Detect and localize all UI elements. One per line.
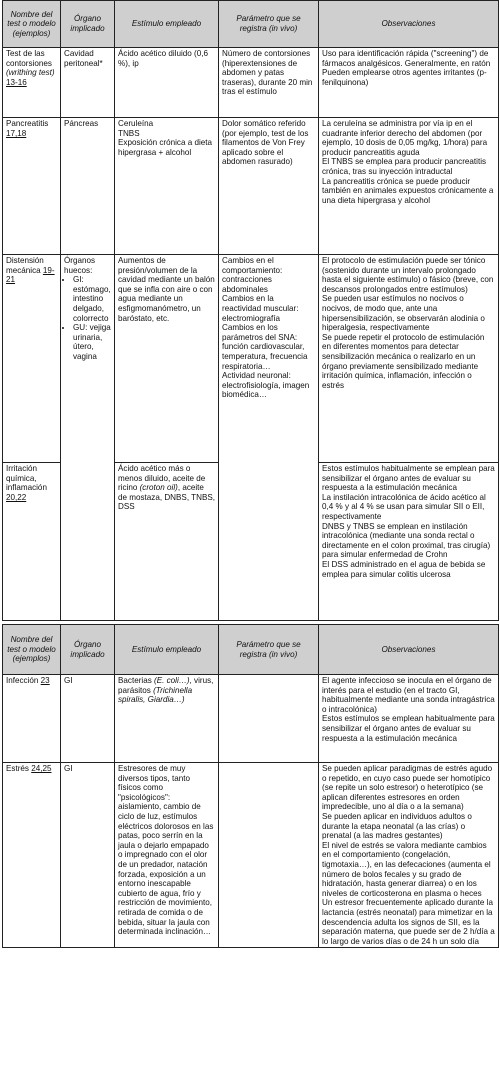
cell-name: Infección 23 bbox=[3, 675, 61, 763]
cell-stimulus: Bacterias (E. coli…), virus, parásitos (Trichinella spiralis, Giardia…) bbox=[115, 675, 219, 763]
cell-name: Pancreatitis 17,18 bbox=[3, 118, 61, 255]
reference-link[interactable]: 20,22 bbox=[6, 492, 27, 502]
header-name: Nombre del test o modelo (ejemplos) bbox=[3, 625, 61, 675]
cell-name: Irritación química, inflamación 20,22 bbox=[3, 463, 61, 621]
cell-organ: GI bbox=[61, 675, 115, 763]
cell-organ: Cavidad peritoneal* bbox=[61, 48, 115, 118]
cell-parameter bbox=[219, 763, 319, 948]
header-observations: Observaciones bbox=[319, 1, 499, 48]
cell-observations: Estos estímulos habitualmente se emplean para sensibilizar el órgano antes de evaluar su respuesta a la estimulación mecánica La instilación intracolónica de ácido acético al 0,4 % y al 4 % se usan para simular SII o EII, respectivamente DNBS y TNBS se emplean en instilación intracolónica (mediante una sonda rectal o directamente en el colon proximal, tras cirugía) para simular enfermedad de Crohn El DSS administrado en el agua de bebida se emplea para simular colitis ulcerosa bbox=[319, 463, 499, 621]
cell-parameter: Dolor somático referido (por ejemplo, test de los filamentos de Von Frey aplicado sobre el abdomen rasurado) bbox=[219, 118, 319, 255]
header-organ: Órgano implicado bbox=[61, 1, 115, 48]
header-parameter: Parámetro que se registra (in vivo) bbox=[219, 625, 319, 675]
header-organ: Órgano implicado bbox=[61, 625, 115, 675]
experimental-models-table-part-2 bbox=[2, 624, 499, 948]
table-header-row bbox=[3, 1, 499, 48]
organ-list bbox=[64, 275, 111, 361]
reference-link[interactable]: 23 bbox=[40, 676, 50, 685]
experimental-models-table-part-1 bbox=[2, 0, 499, 621]
cell-stimulus: Estresores de muy diversos tipos, tanto físicos como "psicológicos": aislamiento, cambio de ciclo de luz, estímulos eléctricos dolorosos en las patas, poco serrín en la jaula o dejarlo empapado o impregnado con el olor de un predador, natación forzada, exposición a un entorno inescapable cubierto de agua, frío y restricción de movimiento, retirada de comida o de bebida, situar la jaula con determinada inclinación… bbox=[115, 763, 219, 948]
reference-link[interactable]: 24,25 bbox=[31, 764, 52, 773]
cell-observations: Se pueden aplicar paradigmas de estrés agudo o repetido, en cuyo caso puede ser homotípico (se repite un solo estresor) o heterotípico (se aplican diferentes estresores en orden impredecible, uno al día o a la semana) Se pueden aplicar en individuos adultos o durante la etapa neonatal (a las crías) o prenatal (a las madres gestantes) El nivel de estrés se valora mediante cambios en el comportamiento (congelación, tigmotaxia…), en las defecaciones (aumenta el número de bolos fecales y su grado de hidratación, hasta generar diarrea) o en los niveles de corticosterona en plasma o heces Un estresor frecuentemente aplicado durante la lactancia (estrés neonatal) para mimetizar en la descendencia adulta los signos de SII, es la separación materna, que puede ser de 2 h/día a lo largo de varios días o de 24 h un solo día bbox=[319, 763, 499, 948]
cell-organ: GI bbox=[61, 763, 115, 948]
cell-stimulus: Aumentos de presión/volumen de la cavidad mediante un balón que se infla con aire o con agua mediante un esfigmomanómetro, un baróstato, etc. bbox=[115, 255, 219, 463]
table-row-stress bbox=[3, 763, 499, 948]
table-row-infection bbox=[3, 675, 499, 763]
table-row-writhing bbox=[3, 48, 499, 118]
reference-link[interactable]: 13-16 bbox=[6, 77, 27, 87]
cell-name: Estrés 24,25 bbox=[3, 763, 61, 948]
cell-parameter: Número de contorsiones (hiperextensiones de abdomen y patas traseras), durante 20 min tras el estímulo bbox=[219, 48, 319, 118]
cell-stimulus: Ceruleína TNBS Exposición crónica a dieta hipergrasa + alcohol bbox=[115, 118, 219, 255]
header-stimulus: Estímulo empleado bbox=[115, 1, 219, 48]
reference-link[interactable]: 17,18 bbox=[6, 128, 27, 138]
table-row-pancreatitis bbox=[3, 118, 499, 255]
cell-parameter bbox=[219, 675, 319, 763]
cell-name: Test de las contorsiones (writhing test) 13-16 bbox=[3, 48, 61, 118]
cell-organ: Órganos huecos: • GI: estómago, intestino delgado, colorrecto • GU: vejiga urinaria, útero, vagina bbox=[61, 255, 115, 621]
cell-observations: Uso para identificación rápida ("screening") de fármacos analgésicos. Generalmente, en ratón Pueden emplearse otros agentes irritantes (p-fenilquinona) bbox=[319, 48, 499, 118]
cell-organ: Páncreas bbox=[61, 118, 115, 255]
table-header-row bbox=[3, 625, 499, 675]
list-item: • GI: estómago, intestino delgado, colorrecto bbox=[73, 275, 111, 323]
header-stimulus: Estímulo empleado bbox=[115, 625, 219, 675]
reference-link[interactable]: 19-21 bbox=[6, 265, 55, 285]
cell-stimulus: Ácido acético más o menos diluido, aceite de ricino (croton oil), aceite de mostaza, DNBS, TNBS, DSS bbox=[115, 463, 219, 621]
header-name: Nombre del test o modelo (ejemplos) bbox=[3, 1, 61, 48]
cell-parameter: Cambios en el comportamiento: contracciones abdominales Cambios en la reactividad muscular: electromiografía Cambios en los parámetros del SNA: función cardiovascular, temperatura, frecuencia respiratoria… Actividad neuronal: electrofisiología, imagen biomédica… bbox=[219, 255, 319, 621]
table-row-distension bbox=[3, 255, 499, 463]
header-observations: Observaciones bbox=[319, 625, 499, 675]
cell-observations: El agente infeccioso se inocula en el órgano de interés para el estudio (en el tracto GI, habitualmente mediante una sonda intragástrica o intracolónica) Estos estímulos se emplean habitualmente para sensibilizar el órgano antes de evaluar su respuesta a la estimulación mecánica bbox=[319, 675, 499, 763]
cell-observations: La ceruleína se administra por vía ip en el cuadrante inferior derecho del abdomen (por ejemplo, 10 dosis de 0,05 mg/kg, 1/hora) para producir pancreatitis aguda El TNBS se emplea para producir pancreatitis crónica, tras su inyección intraductal La pancreatitis crónica se puede producir también en animales expuestos crónicamente a una dieta hipergrasa y alcohol bbox=[319, 118, 499, 255]
cell-stimulus: Ácido acético diluido (0,6 %), ip bbox=[115, 48, 219, 118]
cell-observations: El protocolo de estimulación puede ser tónico (sostenido durante un intervalo prolongado hasta el siguiente estímulo) o fásico (breve, con descansos prolongados entre estímulos) Se pueden usar estímulos no nocivos o nocivos, de modo que, ante una hipersensibilización, se observarán alodinia o hiperalgesia, respectivamente Se puede repetir el protocolo de estimulación en diferentes momentos para detectar sensibilización mecánica o realizarlo en un órgano previamente sensibilizado mediante irritación química, inflamación, infección o estrés bbox=[319, 255, 499, 463]
cell-name: Distensión mecánica 19-21 bbox=[3, 255, 61, 463]
list-item: • GU: vejiga urinaria, útero, vagina bbox=[73, 323, 111, 361]
header-parameter: Parámetro que se registra (in vivo) bbox=[219, 1, 319, 48]
